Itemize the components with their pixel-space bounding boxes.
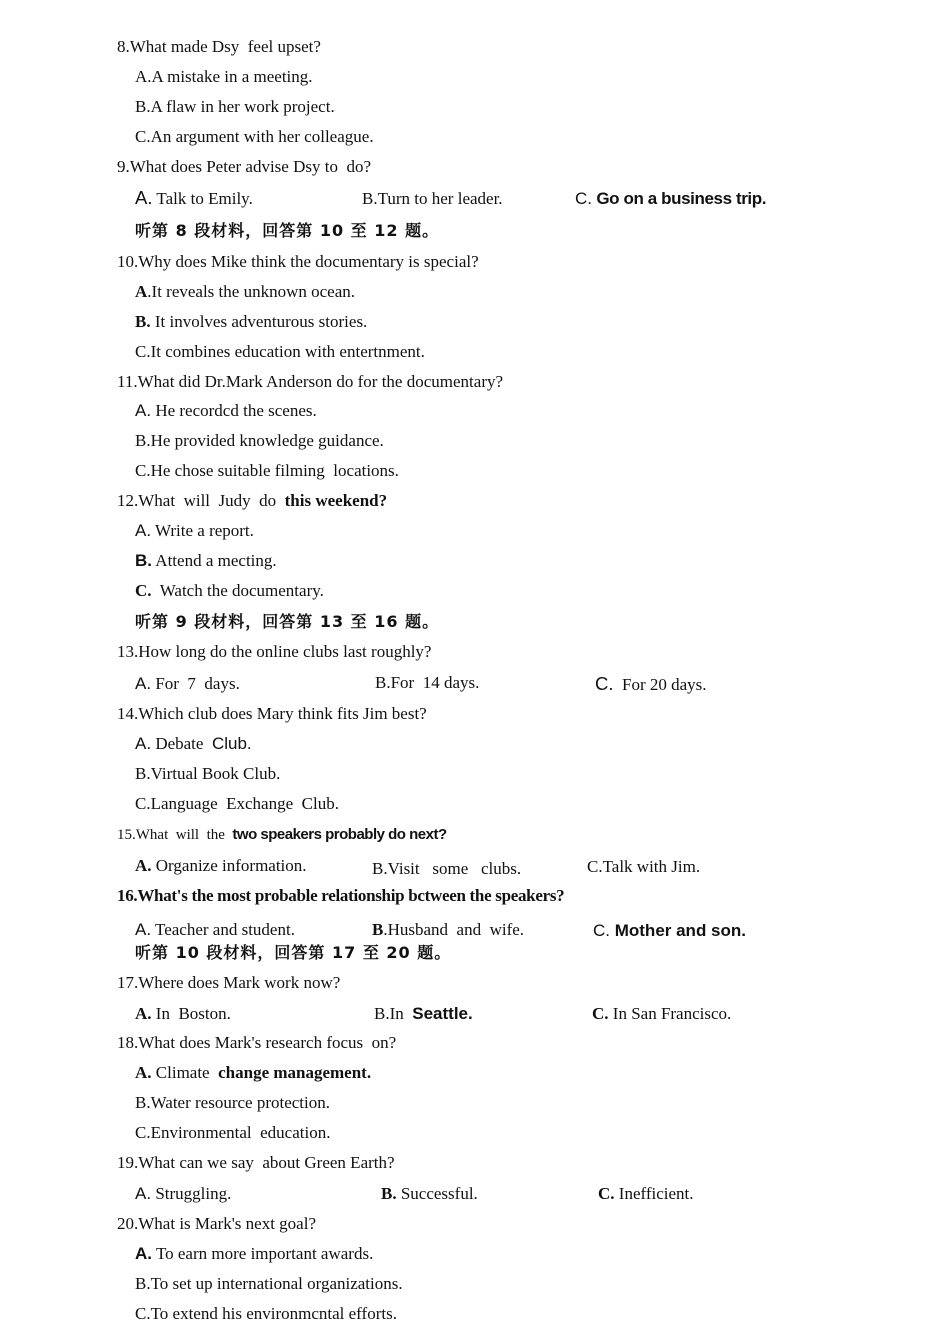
question-19-option-b: B. Successful. <box>381 1184 478 1203</box>
question-19-option-c: C. Inefficient. <box>598 1184 694 1203</box>
question-14-option-a: A. Debate Club. <box>135 734 252 753</box>
question-12-option-c: C. Watch the documentary. <box>135 581 324 600</box>
question-14-option-b: B.Virtual Book Club. <box>135 764 281 783</box>
section-8-heading: 听第 8 段材料，回答第 10 至 12 题。 <box>135 221 440 240</box>
question-8-option-b: B.A flaw in her work project. <box>135 97 335 116</box>
question-19-stem: 19.What can we say about Green Earth? <box>117 1153 395 1172</box>
question-16-option-a: A. Teacher and student. <box>135 920 295 939</box>
question-20-option-b: B.To set up international organizations. <box>135 1274 403 1293</box>
question-8-option-c: C.An argument with her colleague. <box>135 127 374 146</box>
question-11-option-b: B.He provided knowledge guidance. <box>135 431 384 450</box>
question-12-stem: 12.What will Judy do this weekend? <box>117 491 388 510</box>
question-8-option-a: A.A mistake in a meeting. <box>135 67 313 86</box>
question-10-option-c: C.It combines education with entertnment. <box>135 342 425 361</box>
question-9-stem: 9.What does Peter advise Dsy to do? <box>117 157 371 176</box>
question-18-option-a: A. Climate change management. <box>135 1063 372 1082</box>
question-10-option-b: B. It involves adventurous stories. <box>135 312 368 331</box>
question-15-option-c: C.Talk with Jim. <box>587 857 701 876</box>
question-18-option-c: C.Environmental education. <box>135 1123 331 1142</box>
question-17-option-c: C. In San Francisco. <box>592 1004 732 1023</box>
question-13-option-a: A. For 7 days. <box>135 674 240 693</box>
question-15-option-b: B.Visit some clubs. <box>372 859 522 878</box>
question-15-stem: 15.What will the two speakers probably do next? <box>117 826 447 843</box>
question-13-stem: 13.How long do the online clubs last roughly? <box>117 642 432 661</box>
question-17-option-a: A. In Boston. <box>135 1004 231 1023</box>
question-9-option-a: A. Talk to Emily. <box>135 187 253 208</box>
question-8-stem: 8.What made Dsy feel upset? <box>117 37 321 56</box>
section-10-heading: 听第 10 段材料，回答第 17 至 20 题。 <box>135 943 452 962</box>
question-14-stem: 14.Which club does Mary think fits Jim best? <box>117 704 427 723</box>
question-16-option-c: C. Mother and son. <box>593 921 746 940</box>
question-13-option-b: B.For 14 days. <box>375 673 480 692</box>
question-15-option-a: A. Organize information. <box>135 856 307 875</box>
question-12-option-a: A. Write a report. <box>135 521 254 540</box>
question-11-stem: 11.What did Dr.Mark Anderson do for the documentary? <box>117 372 504 391</box>
question-20-stem: 20.What is Mark's next goal? <box>117 1214 316 1233</box>
question-10-option-a: A.It reveals the unknown ocean. <box>135 282 355 301</box>
question-10-stem: 10.Why does Mike think the documentary is special? <box>117 252 479 271</box>
question-17-stem: 17.Where does Mark work now? <box>117 973 341 992</box>
question-16-option-b: B.Husband and wife. <box>372 920 525 939</box>
question-20-option-a: A. To earn more important awards. <box>135 1244 374 1263</box>
section-9-heading: 听第 9 段材料，回答第 13 至 16 题。 <box>135 612 440 631</box>
question-9-option-c: C. Go on a business trip. <box>575 189 767 208</box>
question-11-option-c: C.He chose suitable filming locations. <box>135 461 399 480</box>
question-17-option-b: B.In Seattle. <box>374 1004 473 1023</box>
question-11-option-a: A. He recordcd the scenes. <box>135 401 317 420</box>
question-9-option-b: B.Turn to her leader. <box>362 189 503 208</box>
question-14-option-c: C.Language Exchange Club. <box>135 794 339 813</box>
question-20-option-c: C.To extend his environmcntal efforts. <box>135 1304 397 1323</box>
question-18-stem: 18.What does Mark's research focus on? <box>117 1033 397 1052</box>
question-13-option-c: C. For 20 days. <box>595 673 707 694</box>
question-16-stem: 16.What's the most probable relationship bctween the speakers? <box>117 886 565 905</box>
question-12-option-b: B. Attend a mecting. <box>135 551 277 570</box>
question-19-option-a: A. Struggling. <box>135 1184 232 1203</box>
question-18-option-b: B.Water resource protection. <box>135 1093 330 1112</box>
